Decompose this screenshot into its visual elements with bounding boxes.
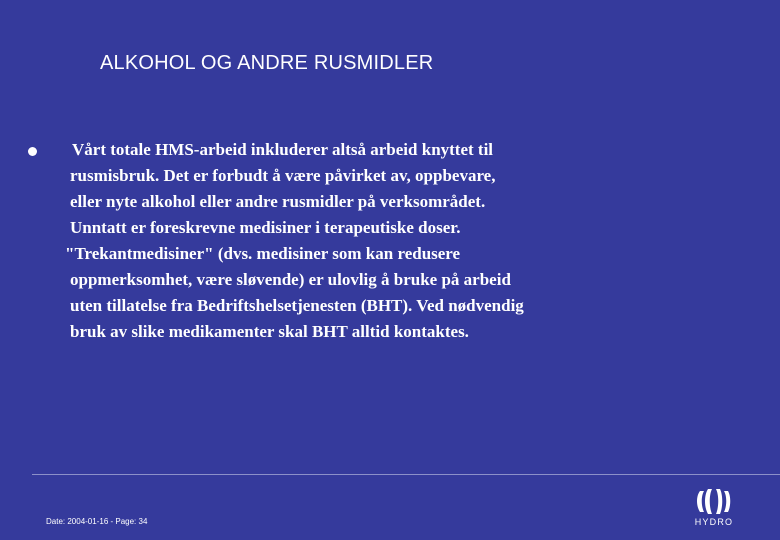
hydro-logo-icon [690,487,738,517]
hydro-logo-text: HYDRO [694,517,734,527]
body-line-8: bruk av slike medikamenter skal BHT alltid kontaktes. [70,322,469,341]
body-line-5: "Trekantmedisiner" (dvs. medisiner som kan redusere [65,244,461,263]
body-line-1: Vårt totale HMS-arbeid inkluderer altså arbeid knyttet til [72,140,494,159]
footer-date-page: Date: 2004-01-16 - Page: 34 [46,517,148,526]
body-line-6: oppmerksomhet, være sløvende) er ulovlig å bruke på arbeid [70,270,511,289]
bullet-icon [28,147,37,156]
footer-divider [32,474,780,475]
body-line-4: Unntatt er foreskrevne medisiner i terapeutiske doser. [70,218,461,237]
body-line-2: rusmisbruk. Det er forbudt å være påvirket av, oppbevare, [70,166,496,185]
slide-title: ALKOHOL OG ANDRE RUSMIDLER [100,52,434,74]
body-line-7: uten tillatelse fra Bedriftshelsetjenesten (BHT). Ved nødvendig [70,296,524,315]
hydro-logo [690,487,738,529]
body-line-3: eller nyte alkohol eller andre rusmidler på verksområdet. [70,192,486,211]
